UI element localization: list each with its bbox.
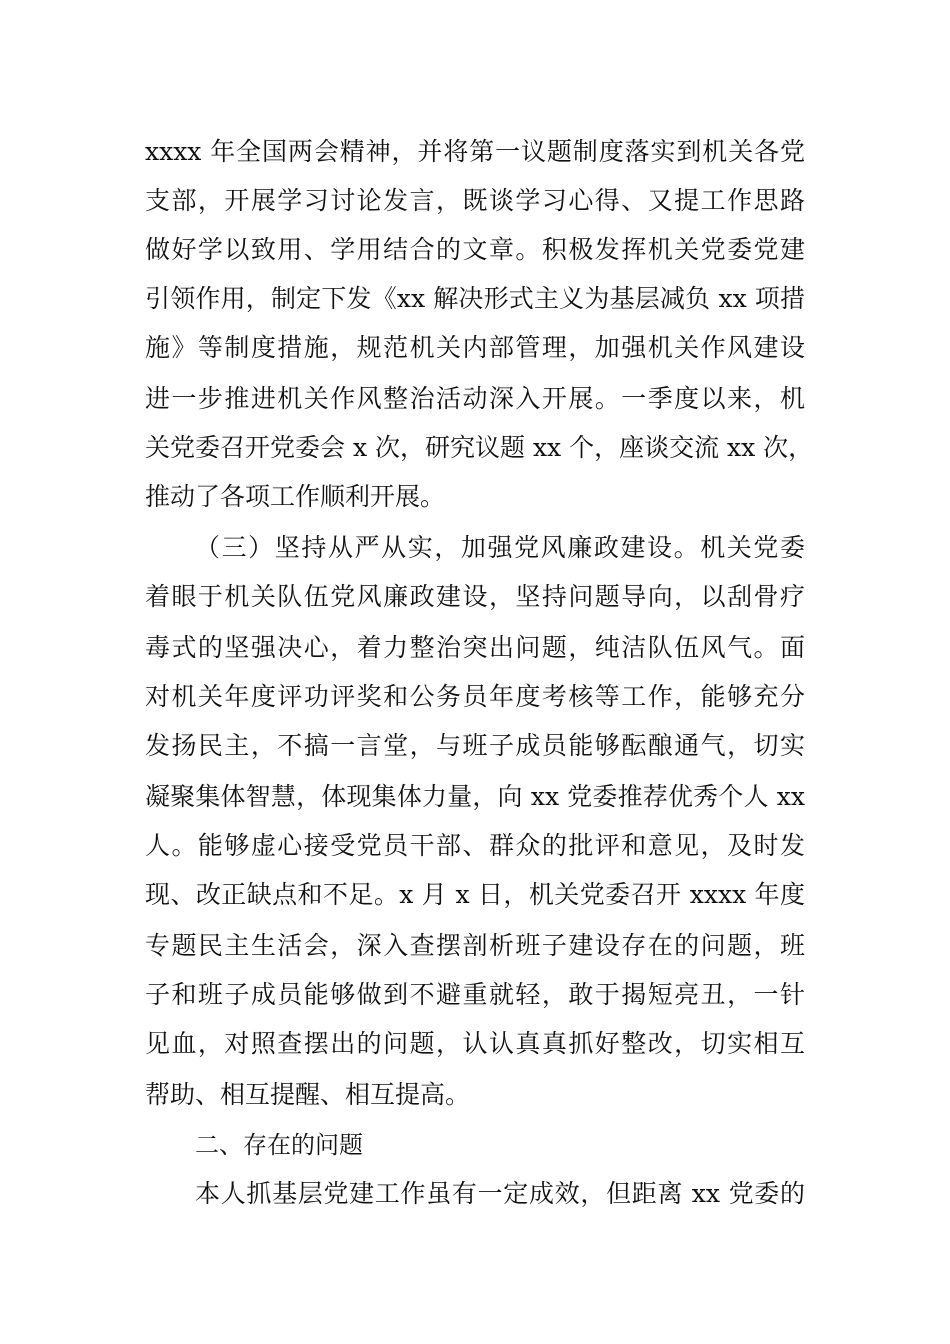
paragraph-1-line-3: 做好学以致用、学用结合的文章。积极发挥机关党委党建 (145, 235, 805, 264)
paragraph-2-line-5: 发扬民主，不搞一言堂，与班子成员能够酝酿通气，切实 (145, 731, 805, 760)
paragraph-2-line-7: 人。能够虚心接受党员干部、群众的批评和意见，及时发 (145, 831, 805, 860)
section-heading: 二、存在的问题 (195, 1131, 363, 1159)
paragraph-3-line-1: 本人抓基层党建工作虽有一定成效，但距离 xx 党委的 (195, 1179, 806, 1208)
paragraph-2-line-2: 着眼于机关队伍党风廉政建设，坚持问题导向，以刮骨疗 (145, 582, 805, 611)
paragraph-2-line-8: 现、改正缺点和不足。x 月 x 日，机关党委召开 xxxx 年度 (145, 880, 805, 909)
paragraph-1-line-8: 推动了各项工作顺利开展。 (145, 482, 446, 511)
paragraph-1-line-6: 进一步推进机关作风整治活动深入开展。一季度以来，机 (145, 384, 805, 413)
paragraph-1-line-1: xxxx 年全国两会精神，并将第一议题制度落实到机关各党 (145, 137, 805, 166)
paragraph-2-line-9: 专题民主生活会，深入查摆剖析班子建设存在的问题，班 (145, 931, 805, 960)
paragraph-1-line-7: 关党委召开党委会 x 次，研究议题 xx 个，座谈交流 xx 次， (145, 433, 814, 462)
paragraph-2-line-1: （三）坚持从严从实，加强党风廉政建设。机关党委 (195, 533, 805, 562)
paragraph-1-line-2: 支部，开展学习讨论发言，既谈学习心得、又提工作思路 (145, 186, 805, 215)
paragraph-2-line-4: 对机关年度评功评奖和公务员年度考核等工作，能够充分 (145, 682, 805, 711)
paragraph-2-line-3: 毒式的坚强决心，着力整治突出问题，纯洁队伍风气。面 (145, 633, 805, 662)
paragraph-2-line-10: 子和班子成员能够做到不避重就轻，敢于揭短亮丑，一针 (145, 980, 805, 1009)
paragraph-2-line-12: 帮助、相互提醒、相互提高。 (145, 1080, 471, 1109)
paragraph-2-line-11: 见血，对照查摆出的问题，认认真真抓好整改，切实相互 (145, 1029, 805, 1058)
paragraph-1-line-5: 施》等制度措施，规范机关内部管理，加强机关作风建设 (145, 333, 805, 362)
paragraph-2-line-6: 凝聚集体智慧，体现集体力量，向 xx 党委推荐优秀个人 xx (145, 782, 805, 811)
paragraph-1-line-4: 引领作用，制定下发《xx 解决形式主义为基层减负 xx 项措 (145, 284, 805, 313)
